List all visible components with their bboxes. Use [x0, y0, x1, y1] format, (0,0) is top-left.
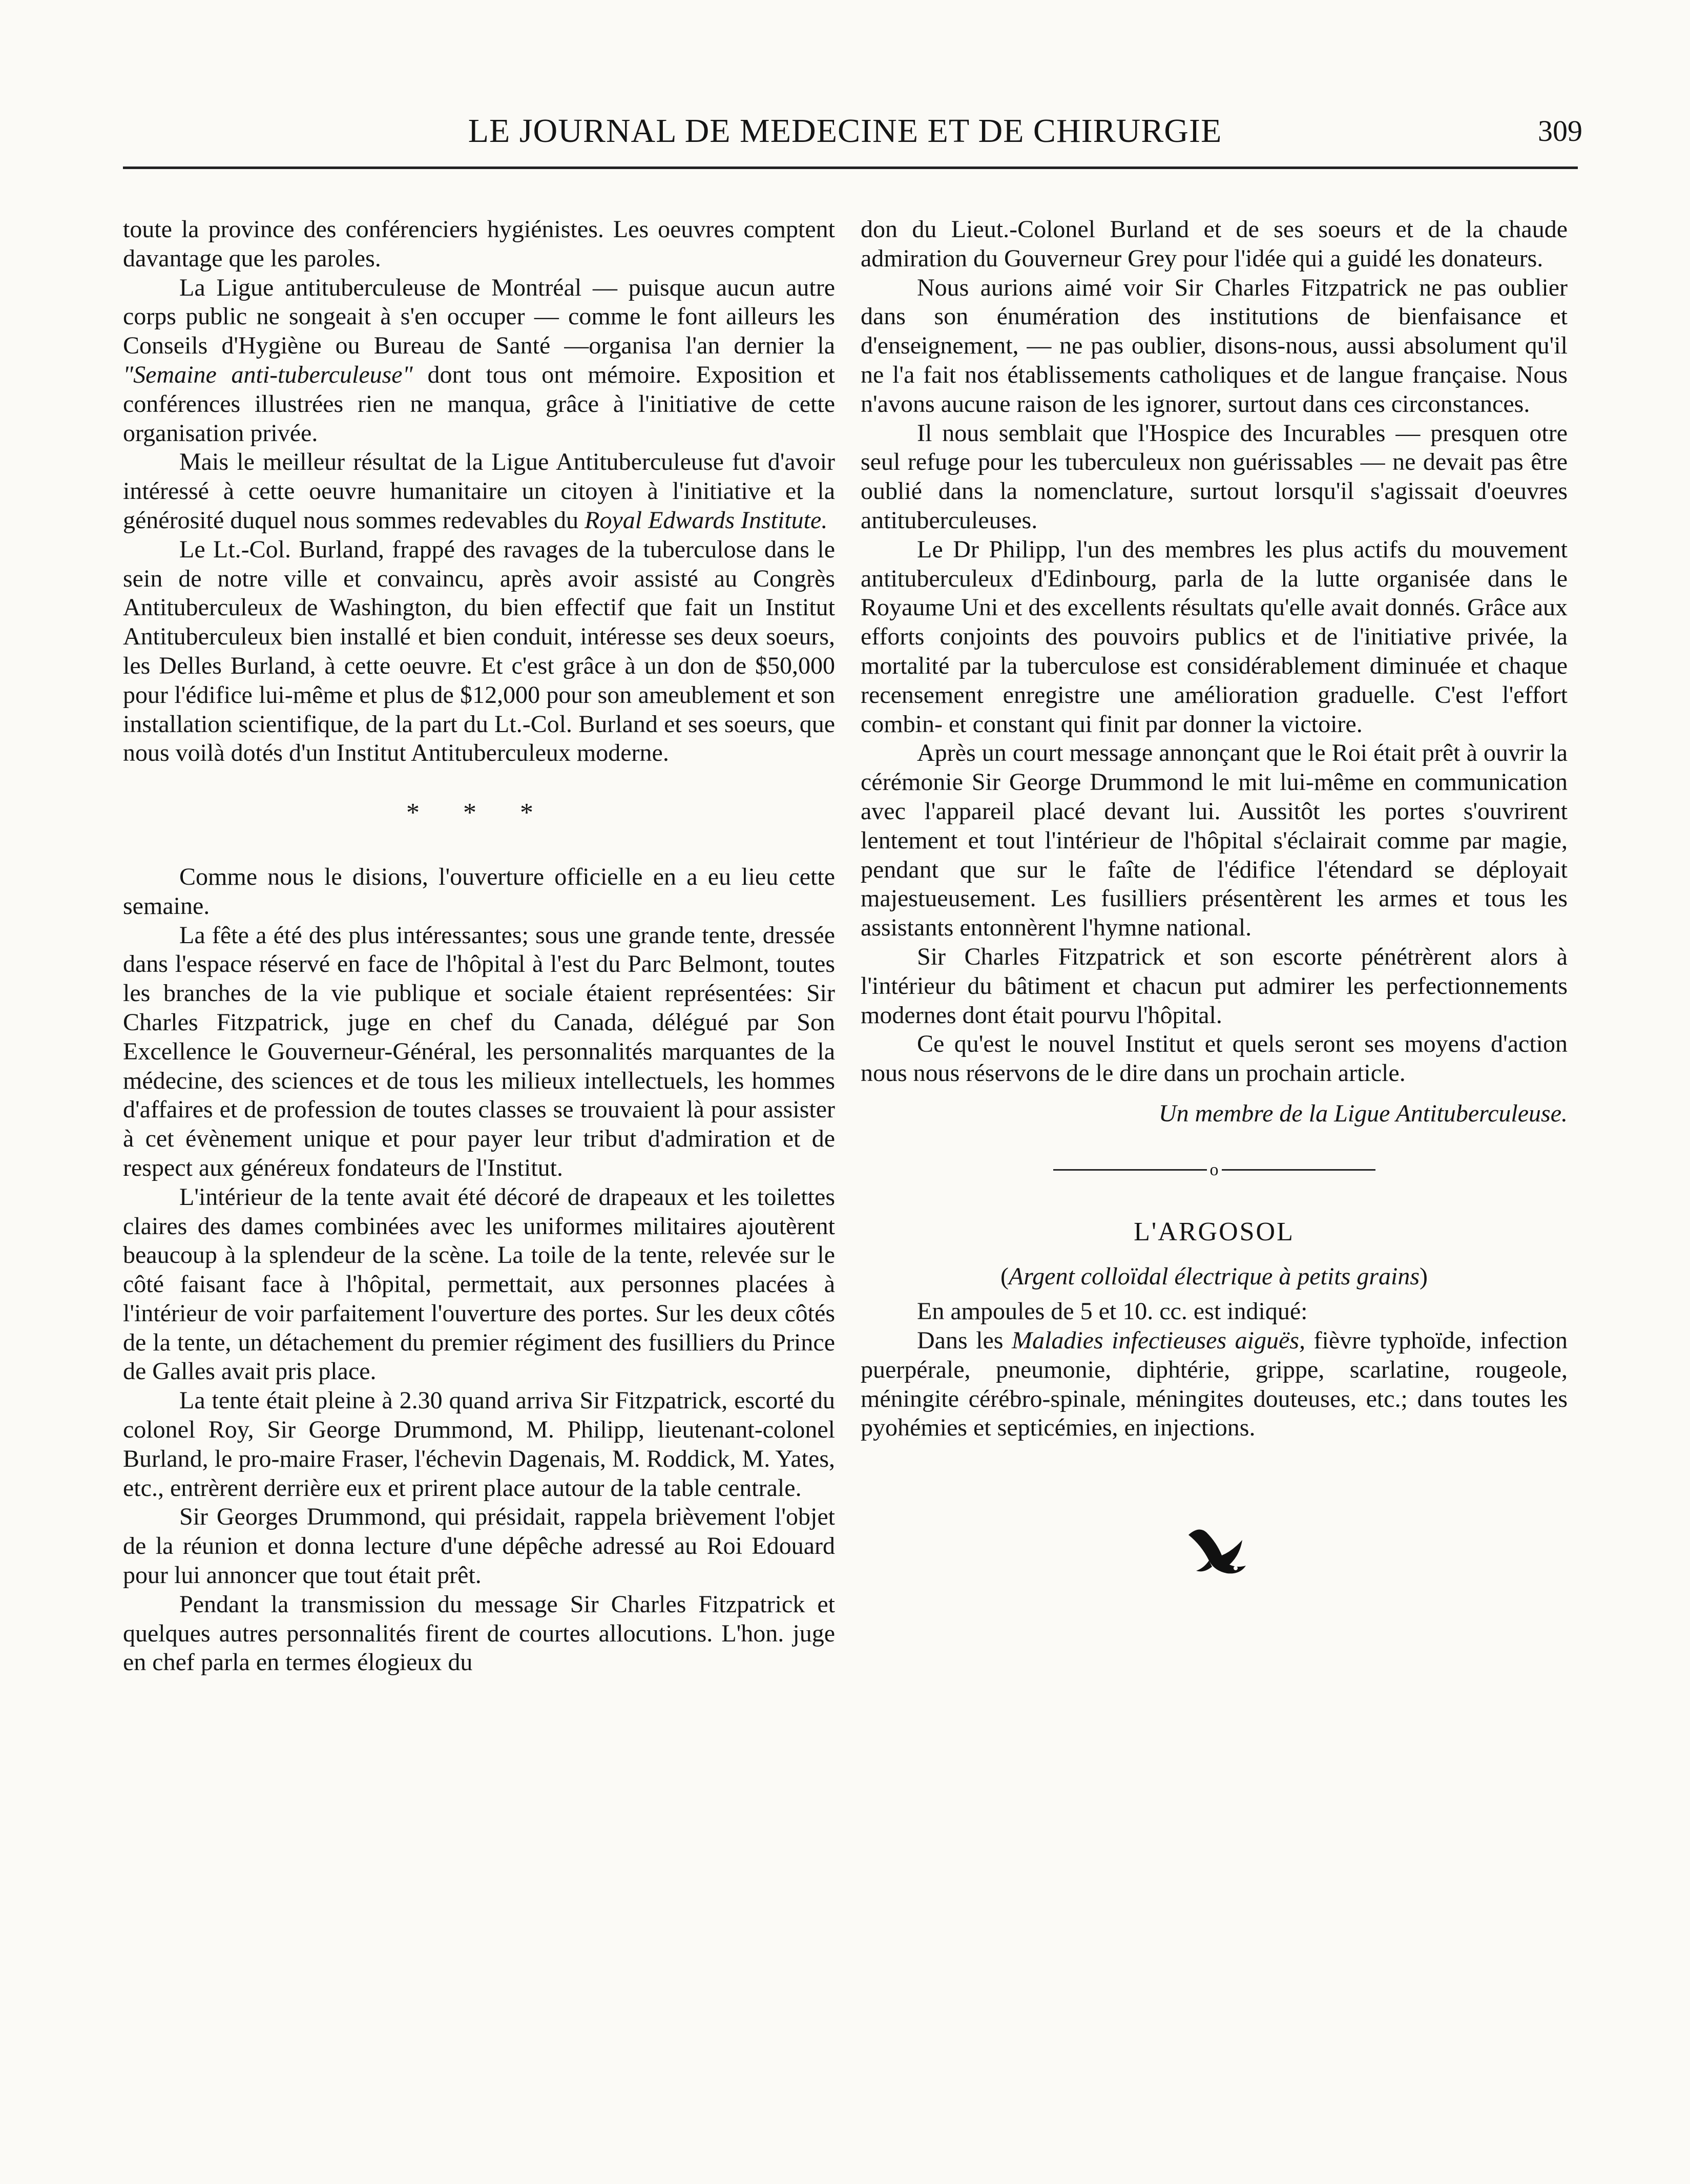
page-number: 309	[1538, 114, 1582, 148]
paragraph: Comme nous le disions, l'ouverture officielle en a eu lieu cette semaine.	[123, 863, 835, 920]
paragraph: Le Dr Philipp, l'un des membres les plus actifs du mouvement antituberculeux d'Edinbourg, parla de la lutte organisée dans le Royaume Uni et des excellents résultats qu'elle avait donnés. Grâce aux efforts conjoints des pouvoirs publics et de l'initiative privée, la mortalité par la tuberculose est considérablement diminuée et chaque recensement enregistre une amélioration graduelle. C'est l'effort combin- et constant qui finit par donner la victoire.	[861, 535, 1568, 738]
paragraph: Le Lt.-Col. Burland, frappé des ravages de la tuberculose dans le sein de notre ville et convaincu, après avoir assisté au Congrès Antituberculeux de Washington, du bien effectif que fait un Institut Antituberculeux bien installé et bien conduit, intéresse ses deux soeurs, les Delles Burland, à cette oeuvre. Et c'est grâce à un don de $50,000 pour l'édifice lui-même et plus de $12,000 pour son ameublement et son installation scientifique, de la part du Lt.-Col. Burland et ses soeurs, que nous voilà dotés d'un Institut Antituberculeux moderne.	[123, 535, 835, 767]
article-subtitle	[861, 1262, 1568, 1292]
text: dont tous ont mémoire. Exposition et conférences illustrées rien ne manqua, grâce à l'initiative de cette organisation privée.	[123, 361, 836, 447]
paragraph	[123, 274, 835, 448]
disease-category: Maladies infectieuses aiguës,	[1012, 1327, 1305, 1355]
paragraph: Pendant la transmission du message Sir Charles Fitzpatrick et quelques autres personnalités firent de courtes allocutions. L'hon. juge en chef parla en termes élogieux du	[123, 1590, 835, 1676]
paragraph: Sir Charles Fitzpatrick et son escorte pénétrèrent alors à l'intérieur du bâtiment et chacun put admirer les perfectionnements modernes dont était pourvu l'hôpital.	[861, 943, 1568, 1029]
paragraph: Nous aurions aimé voir Sir Charles Fitzpatrick ne pas oublier dans son énumération des institutions de bienfaisance et d'enseignement, — ne pas oublier, disons-nous, aussi absolument qu'il ne l'a fait nos établissements catholiques et de langue française. Nous n'avons aucune raison de les ignorer, surtout dans ces circonstances.	[861, 274, 1568, 418]
right-column	[861, 215, 1568, 1581]
paragraph	[861, 1326, 1568, 1443]
section-separator-stars: * * *	[406, 798, 552, 828]
paragraph: don du Lieut.-Colonel Burland et de ses soeurs et de la chaude admiration du Gouverneur Grey pour l'idée qui a guidé les donateurs.	[861, 216, 1568, 272]
text: Mais le meilleur résultat de la Ligue Antituberculeuse fut d'avoir intéressé à cette oeuvre humanitaire un citoyen à l'initiative et la générosité duquel nous sommes redevables du	[123, 448, 835, 534]
divider-line	[1222, 1169, 1375, 1171]
paren: (	[1000, 1262, 1009, 1290]
section-divider	[861, 1161, 1568, 1179]
paragraph: En ampoules de 5 et 10. cc. est indiqué:	[917, 1298, 1308, 1325]
divider-line	[1053, 1169, 1207, 1171]
institute-name: Royal Edwards Institute.	[585, 506, 828, 534]
bird-ornament-icon	[1178, 1520, 1250, 1581]
left-column	[123, 215, 835, 1677]
header-rule	[123, 167, 1578, 169]
paragraph: La tente était pleine à 2.30 quand arriva Sir Fitzpatrick, escorté du colonel Roy, Sir George Drummond, M. Philipp, lieutenant-colonel Burland, le pro-maire Fraser, l'échevin Dagenais, M. Roddick, M. Yates, etc., entrèrent derrière eux et prirent place autour de la table centrale.	[123, 1387, 835, 1502]
paragraph: Il nous semblait que l'Hospice des Incurables — presquen otre seul refuge pour les tuberculeux non guérissables — ne devait pas être oublié dans la nomenclature, surtout lorsqu'il s'agissait d'oeuvres antituberculeuses.	[861, 419, 1568, 534]
text: fièvre typhoïde, infection puerpérale, pneumonie, diphtérie, grippe, scarlatine, rougeole, méningite cérébro-spinale, méningites douteuses, etc.; dans toutes les pyohémies et septicémies, en injections.	[861, 1327, 1568, 1442]
text: Dans les	[917, 1327, 1012, 1355]
paragraph: La fête a été des plus intéressantes; sous une grande tente, dressée dans l'espace réservé en face de l'hôpital à l'est du Parc Belmont, toutes les branches de la vie publique et sociale étaient représentées: Sir Charles Fitzpatrick, juge en chef du Canada, délégué par Son Excellence le Gouverneur-Général, les personnalités marquantes de la médecine, des sciences et de tous les milieux intellectuels, les hommes d'affaires et de profession de toutes classes se trouvaient là pour assister à cet évènement unique et pour payer leur tribut d'admiration et de respect aux généreux fondateurs de l'Institut.	[123, 921, 835, 1181]
paren: )	[1420, 1262, 1428, 1290]
paragraph: toute la province des conférenciers hygiénistes. Les oeuvres comptent davantage que les paroles.	[123, 216, 835, 272]
paragraph: L'intérieur de la tente avait été décoré de drapeaux et les toilettes claires des dames combinées avec les uniformes militaires ajoutèrent beaucoup à la splendeur de la scène. La toile de la tente, relevée sur le côté faisant face à l'hôpital, permettait, aux personnes placées à l'intérieur de voir parfaitement l'ouverture des portes. Sur les deux côtés de la tente, un détachement du premier régiment des fusilliers du Prince de Galles avait pris place.	[123, 1183, 835, 1385]
signature: Un membre de la Ligue Antituberculeuse.	[1158, 1099, 1568, 1127]
paragraph	[123, 448, 835, 535]
paragraph: Après un court message annonçant que le Roi était prêt à ouvrir la cérémonie Sir George Drummond le mit lui-même en communication avec l'appareil placé devant lui. Aussitôt les portes s'ouvrirent lentement et tout l'intérieur de l'hôpital s'éclairait comme par magie, pendant que sur le faîte de l'édifice l'étendard se déployait majestueusement. Les fusilliers présentèrent les armes et tous les assistants entonnèrent l'hymne national.	[861, 739, 1568, 942]
subtitle-text: Argent colloïdal électrique à petits grains	[1008, 1262, 1420, 1290]
ornament	[861, 1520, 1568, 1581]
text: La Ligue antituberculeuse de Montréal — puisque aucun autre corps public ne songeait à s'en occuper — comme le font ailleurs les Conseils d'Hygiène ou Bureau de Santé —organisa l'an dernier la	[123, 274, 835, 360]
journal-title: LE JOURNAL DE MEDECINE ET DE CHIRURGIE	[468, 112, 1222, 150]
divider-mark: o	[1209, 1160, 1219, 1179]
paragraph: Ce qu'est le nouvel Institut et quels seront ses moyens d'action nous nous réservons de le dire dans un prochain article.	[861, 1030, 1568, 1087]
article-title: L'ARGOSOL	[1134, 1217, 1295, 1246]
semaine-title: "Semaine anti-tuberculeuse"	[123, 361, 413, 388]
paragraph: Sir Georges Drummond, qui présidait, rappela brièvement l'objet de la réunion et donna lecture d'une dépêche adressé au Roi Edouard pour lui annoncer que tout était prêt.	[123, 1503, 835, 1589]
